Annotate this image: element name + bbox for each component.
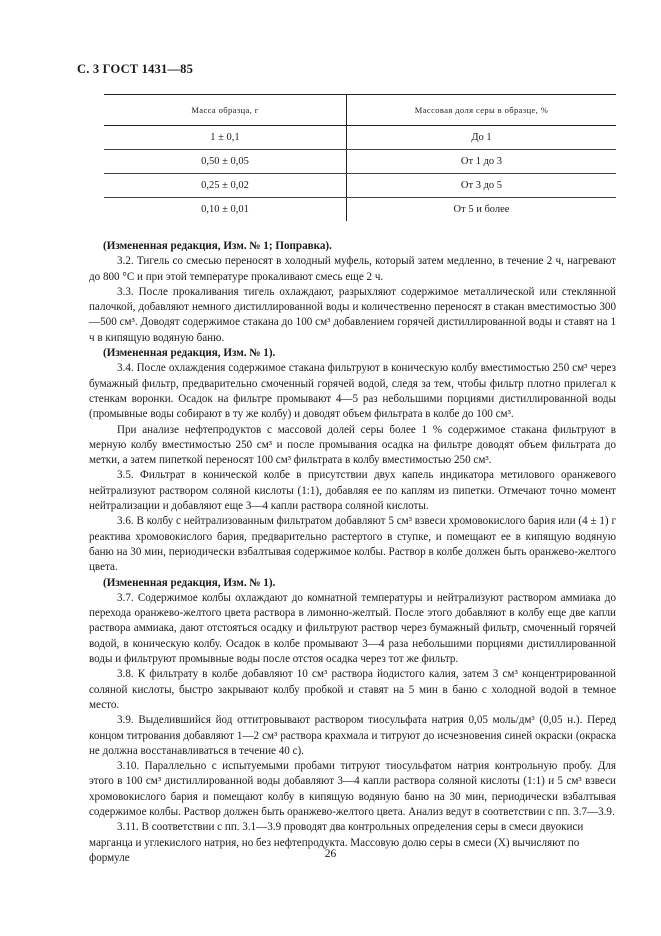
- paragraph-3-3: 3.3. После прокаливания тигель охлаждают, разрыхляют содержимое металлической или стеклянной палочкой, добавляют немного дистиллированной воды и количественно переносят в стакан вместимостью 300—500 см³. Доводят содержимое стакана до 100 см³ добавлением горячей дистиллированной воды и ставят на 1 ч в кипящую водяную баню.: [89, 285, 616, 344]
- table-row: [104, 126, 616, 150]
- paragraph-3-4: 3.4. После охлаждения содержимое стакана фильтруют в коническую колбу вместимостью 250 см³ через бумажный фильтр, предварительно смоченный горячей водой, следя за тем, чтобы фильтр плотно прилегал к стенкам воронки. Осадок на фильтре промывают 4—5 раз небольшими порциями дистиллированной воды (промывные воды собирают в ту же колбу) и доводят объем фильтрата в колбе до 100 см³.: [89, 362, 616, 421]
- table-header-row: [104, 95, 616, 126]
- paragraph-3-6: 3.6. В колбу с нейтрализованным фильтратом добавляют 5 см³ взвеси хромовокислого бария или (4 ± 1) г реактива хромовокислого бария, предварительно растертого в ступке, и помещают ее в кипящую водяную баню на 30 мин, периодически взбалтывая содержимое колбы. Раствор в колбе должен быть оранжево-желтого цвета.: [89, 515, 616, 574]
- paragraph-3-2: 3.2. Тигель со смесью переносят в холодный муфель, который затем медленно, в течение 2 ч, нагревают до 800 °С и при этой температуре прокаливают смесь еще 2 ч.: [89, 255, 616, 283]
- table-cell: 1 ± 0,1: [104, 126, 347, 150]
- table-cell: От 3 до 5: [347, 174, 617, 198]
- paragraph-3-4-note: При анализе нефтепродуктов с массовой долей серы более 1 % содержимое стакана фильтруют в мерную колбу вместимостью 250 см³ и после промывания осадка на фильтре доводят объем фильтрата до метки, а затем пипеткой переносят 100 см³ фильтрата в колбу вместимостью 250 см³.: [89, 423, 616, 467]
- paragraph-3-11: 3.11. В соответствии с пп. 3.1—3.9 проводят два контрольных определения серы в смеси двуокиси марганца и углекислого натрия, но без нефтепродукта. Массовую долю серы в смеси (X) вычисляют по формуле: [89, 821, 584, 864]
- table-row: [104, 198, 616, 222]
- sample-mass-table: [104, 94, 616, 221]
- table-cell: 0,50 ± 0,05: [104, 150, 347, 174]
- table-cell: 0,25 ± 0,02: [104, 174, 347, 198]
- paragraph-3-9: 3.9. Выделившийся йод оттитровывают раствором тиосульфата натрия 0,05 моль/дм³ (0,05 н.). Перед концом титрования добавляют 1—2 см³ раствора крахмала и титруют до исчезновения синей окраски (окраска не должна восстанавливаться в течение 40 с).: [89, 714, 616, 757]
- document-body: [89, 239, 616, 866]
- table-row: [104, 174, 616, 198]
- paragraph-3-8: 3.8. К фильтрату в колбе добавляют 10 см³ раствора йодистого калия, затем 3 см³ концентрированной соляной кислоты, быстро закрывают колбу пробкой и ставят на 5 мин в баню с холодной водой в темное место.: [89, 668, 616, 711]
- table-cell: От 5 и более: [453, 204, 510, 215]
- amendment-note: (Измененная редакция, Изм. № 1; Поправка).: [103, 240, 332, 252]
- amendment-note: (Измененная редакция, Изм. № 1).: [103, 576, 276, 589]
- column-header-mass: Масса образца, г: [104, 95, 347, 126]
- paragraph-3-10: 3.10. Параллельно с испытуемыми пробами титруют тиосульфатом натрия контрольную пробу. Для этого в 100 см³ дистиллированной воды добавляют 3—4 капли раствора соляной кислоты (1:1) и 5 см³ взвеси хромовокислого бария и помещают колбу в кипящую водяную баню на 30 мин, периодически взбалтывая содержимое колбы. Раствор должен быть оранжево-желтого цвета. Анализ ведут в соответствии с пп. 3.7—3.9.: [89, 760, 616, 818]
- amendment-note: (Измененная редакция, Изм. № 1).: [103, 347, 276, 360]
- page-number: 26: [324, 848, 337, 860]
- paragraph-3-5: 3.5. Фильтрат в конической колбе в присутствии двух капель индикатора метилового оранжевого нейтрализуют раствором соляной кислоты (1:1), добавляя ее по каплям из пипетки. Отмечают точно момент нейтрализации и добавляют еще 3—4 капли раствора соляной кислоты.: [89, 469, 616, 513]
- table-cell: От 1 до 3: [347, 150, 617, 174]
- document-header: С. 3 ГОСТ 1431—85: [77, 62, 194, 76]
- table-row: [104, 150, 616, 174]
- table-cell: До 1: [347, 126, 617, 150]
- paragraph-3-7: 3.7. Содержимое колбы охлаждают до комнатной температуры и нейтрализуют раствором аммиака до перехода оранжево-желтого цвета раствора в лимонно-желтый. После этого добавляют в колбу еще две капли раствора аммиака, дают отстояться осадку и фильтруют раствор через бумажный фильтр, смоченный горячей водой, в коническую колбу. Осадок в колбе промывают 3—4 раза небольшими порциями дистиллированной воды и фильтруют промывные воды после отстоя осадка через тот же фильтр.: [89, 591, 616, 666]
- column-header-sulfur: Массовая доля серы в образце, %: [347, 95, 617, 126]
- table-cell: 0,10 ± 0,01: [104, 198, 347, 222]
